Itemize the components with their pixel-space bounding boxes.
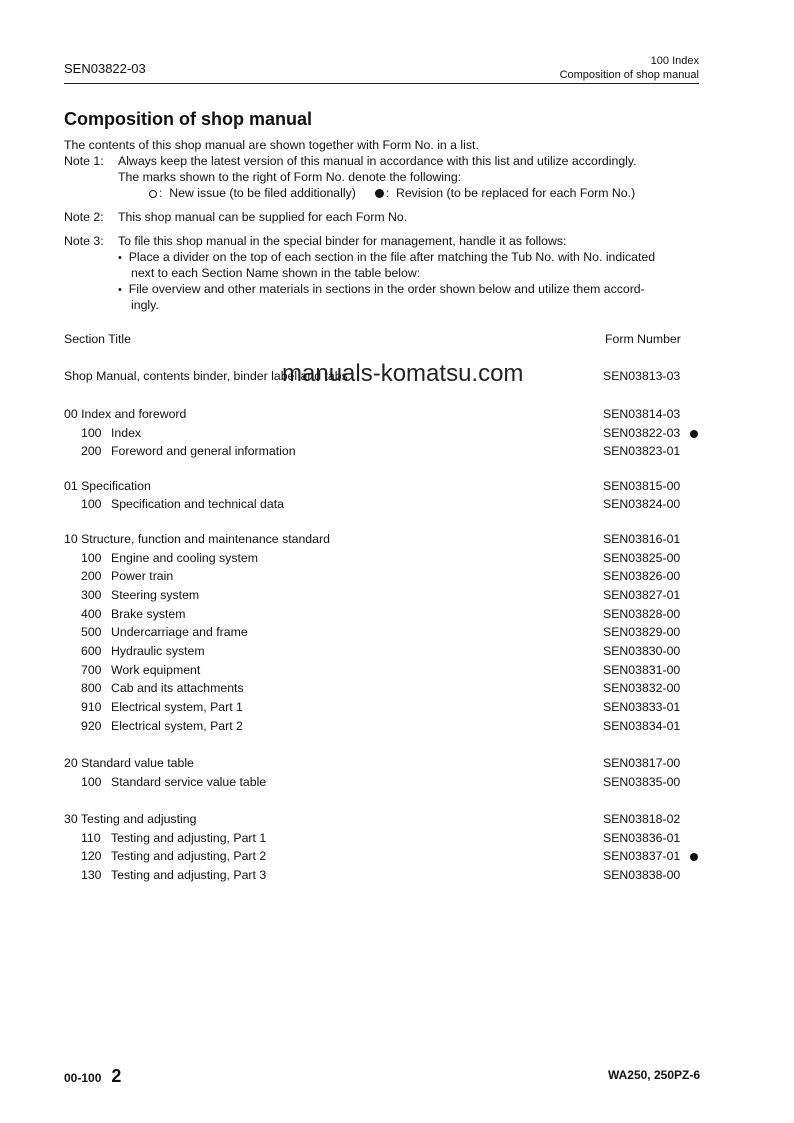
subsection-code: 300 bbox=[81, 588, 102, 602]
form-number: SEN03822-03 bbox=[603, 426, 681, 440]
subsection-title: Brake system bbox=[111, 607, 186, 621]
table-row bbox=[64, 644, 704, 662]
bullet1-line2: next to each Section Name shown in the table below: bbox=[131, 266, 421, 280]
note3-label: Note 3: bbox=[64, 234, 104, 248]
subsection-title: Undercarriage and frame bbox=[111, 625, 248, 639]
subsection-code: 700 bbox=[81, 663, 102, 677]
bullet-2 bbox=[118, 281, 645, 298]
subsection-code: 600 bbox=[81, 644, 102, 658]
table-row bbox=[64, 479, 704, 497]
subsection-title: Testing and adjusting, Part 1 bbox=[111, 831, 267, 845]
section-title: 30 Testing and adjusting bbox=[64, 812, 197, 826]
column-header-form: Form Number bbox=[605, 332, 681, 346]
subsection-code: 910 bbox=[81, 700, 102, 714]
table-row bbox=[64, 700, 704, 718]
table-row bbox=[64, 551, 704, 569]
bullet-1 bbox=[118, 249, 655, 266]
header-doc-id: SEN03822-03 bbox=[64, 61, 146, 76]
form-number: SEN03815-00 bbox=[603, 479, 681, 493]
bullet1-line1: Place a divider on the top of each section in the file after matching the Tub No. with No. indicated bbox=[128, 250, 656, 264]
table-row bbox=[64, 681, 704, 699]
section-title: 10 Structure, function and maintenance standard bbox=[64, 532, 330, 546]
bullet-dot-icon: • bbox=[118, 252, 122, 264]
subsection-title: Work equipment bbox=[111, 663, 201, 677]
intro-text: The contents of this shop manual are shown together with Form No. in a list. bbox=[64, 138, 479, 152]
bullet-dot-icon: • bbox=[118, 284, 122, 296]
note1-label: Note 1: bbox=[64, 154, 104, 168]
subsection-code: 110 bbox=[81, 831, 101, 845]
header-divider bbox=[64, 83, 699, 84]
column-header-section: Section Title bbox=[64, 332, 131, 346]
table-row bbox=[64, 775, 704, 793]
form-number: SEN03817-00 bbox=[603, 756, 681, 770]
form-number: SEN03823-01 bbox=[603, 444, 681, 458]
table-row bbox=[64, 607, 704, 625]
note3-text: To file this shop manual in the special binder for management, handle it as follows: bbox=[118, 234, 567, 248]
subsection-code: 200 bbox=[81, 444, 102, 458]
form-number: SEN03833-01 bbox=[603, 700, 681, 714]
bullet2-line1: File overview and other materials in sections in the order shown below and utilize them accord- bbox=[128, 282, 645, 296]
form-number: SEN03826-00 bbox=[603, 569, 681, 583]
subsection-title: Testing and adjusting, Part 2 bbox=[111, 849, 267, 863]
note1-text: Always keep the latest version of this manual in accordance with this list and utilize accordingly. bbox=[118, 154, 637, 168]
revision-mark-icon bbox=[375, 189, 384, 198]
form-number: SEN03827-01 bbox=[603, 588, 681, 602]
header-section-number: 100 Index bbox=[650, 55, 699, 67]
note1-text2: The marks shown to the right of Form No. denote the following: bbox=[118, 170, 462, 184]
subsection-title: Index bbox=[111, 426, 142, 440]
form-number: SEN03838-00 bbox=[603, 868, 681, 882]
table-row bbox=[64, 812, 704, 830]
form-number: SEN03832-00 bbox=[603, 681, 681, 695]
table-row bbox=[64, 532, 704, 550]
mark-new-text: New issue (to be filed additionally) bbox=[169, 186, 356, 200]
table-row bbox=[64, 831, 704, 849]
form-number: SEN03829-00 bbox=[603, 625, 681, 639]
footer-page bbox=[64, 1066, 121, 1087]
subsection-code: 100 bbox=[81, 426, 102, 440]
form-number: SEN03814-03 bbox=[603, 407, 681, 421]
subsection-title: Electrical system, Part 1 bbox=[111, 700, 243, 714]
form-number: SEN03816-01 bbox=[603, 532, 681, 546]
table-row bbox=[64, 426, 704, 444]
note2-label: Note 2: bbox=[64, 210, 104, 224]
section-title: 01 Specification bbox=[64, 479, 151, 493]
subsection-title: Engine and cooling system bbox=[111, 551, 258, 565]
mark-legend: : New issue (to be filed additionally) : Revision (to be replaced for each Form No.) bbox=[149, 185, 635, 201]
footer-page-number: 2 bbox=[111, 1066, 122, 1086]
form-number: SEN03836-01 bbox=[603, 831, 681, 845]
subsection-title: Electrical system, Part 2 bbox=[111, 719, 243, 733]
header-subtitle: Composition of shop manual bbox=[559, 69, 699, 81]
page-title: Composition of shop manual bbox=[64, 109, 312, 129]
subsection-code: 130 bbox=[81, 868, 102, 882]
new-issue-mark-icon bbox=[149, 190, 157, 198]
subsection-title: Power train bbox=[111, 569, 174, 583]
note2-text: This shop manual can be supplied for each Form No. bbox=[118, 210, 408, 224]
form-number: SEN03825-00 bbox=[603, 551, 681, 565]
subsection-title: Testing and adjusting, Part 3 bbox=[111, 868, 267, 882]
table-row bbox=[64, 868, 704, 886]
form-number: SEN03834-01 bbox=[603, 719, 681, 733]
revision-mark-icon bbox=[690, 430, 698, 438]
subsection-code: 200 bbox=[81, 569, 102, 583]
form-number: SEN03830-00 bbox=[603, 644, 681, 658]
section-title: Shop Manual, contents binder, binder label and tabs bbox=[64, 369, 348, 383]
subsection-title: Hydraulic system bbox=[111, 644, 205, 658]
form-number: SEN03835-00 bbox=[603, 775, 681, 789]
table-row bbox=[64, 407, 704, 425]
table-row bbox=[64, 588, 704, 606]
subsection-code: 100 bbox=[81, 497, 102, 511]
table-row bbox=[64, 497, 704, 515]
table-row bbox=[64, 569, 704, 587]
bullet2-line2: ingly. bbox=[131, 298, 159, 312]
revision-mark-icon bbox=[690, 853, 698, 861]
form-number: SEN03813-03 bbox=[603, 369, 681, 383]
watermark: manuals-komatsu.com bbox=[282, 360, 524, 387]
section-title: 20 Standard value table bbox=[64, 756, 194, 770]
subsection-title: Cab and its attachments bbox=[111, 681, 244, 695]
footer-page-code: 00-100 bbox=[64, 1071, 102, 1085]
footer-model: WA250, 250PZ-6 bbox=[607, 1068, 700, 1082]
subsection-title: Standard service value table bbox=[111, 775, 267, 789]
subsection-code: 800 bbox=[81, 681, 102, 695]
form-number: SEN03828-00 bbox=[603, 607, 681, 621]
subsection-code: 100 bbox=[81, 551, 102, 565]
form-number: SEN03831-00 bbox=[603, 663, 681, 677]
table-row bbox=[64, 444, 704, 462]
subsection-code: 100 bbox=[81, 775, 102, 789]
table-row bbox=[64, 625, 704, 643]
section-title: 00 Index and foreword bbox=[64, 407, 187, 421]
subsection-title: Specification and technical data bbox=[111, 497, 284, 511]
header-section bbox=[560, 54, 699, 82]
form-number: SEN03824-00 bbox=[603, 497, 681, 511]
subsection-code: 400 bbox=[81, 607, 102, 621]
form-number: SEN03837-01 bbox=[603, 849, 681, 863]
subsection-code: 120 bbox=[81, 849, 102, 863]
table-row bbox=[64, 719, 704, 737]
subsection-title: Steering system bbox=[111, 588, 200, 602]
subsection-code: 500 bbox=[81, 625, 102, 639]
table-row bbox=[64, 756, 704, 774]
table-row bbox=[64, 663, 704, 681]
mark-rev-text: Revision (to be replaced for each Form No.) bbox=[395, 186, 636, 200]
table-row bbox=[64, 849, 704, 867]
subsection-code: 920 bbox=[81, 719, 102, 733]
subsection-title: Foreword and general information bbox=[111, 444, 296, 458]
form-number: SEN03818-02 bbox=[603, 812, 681, 826]
